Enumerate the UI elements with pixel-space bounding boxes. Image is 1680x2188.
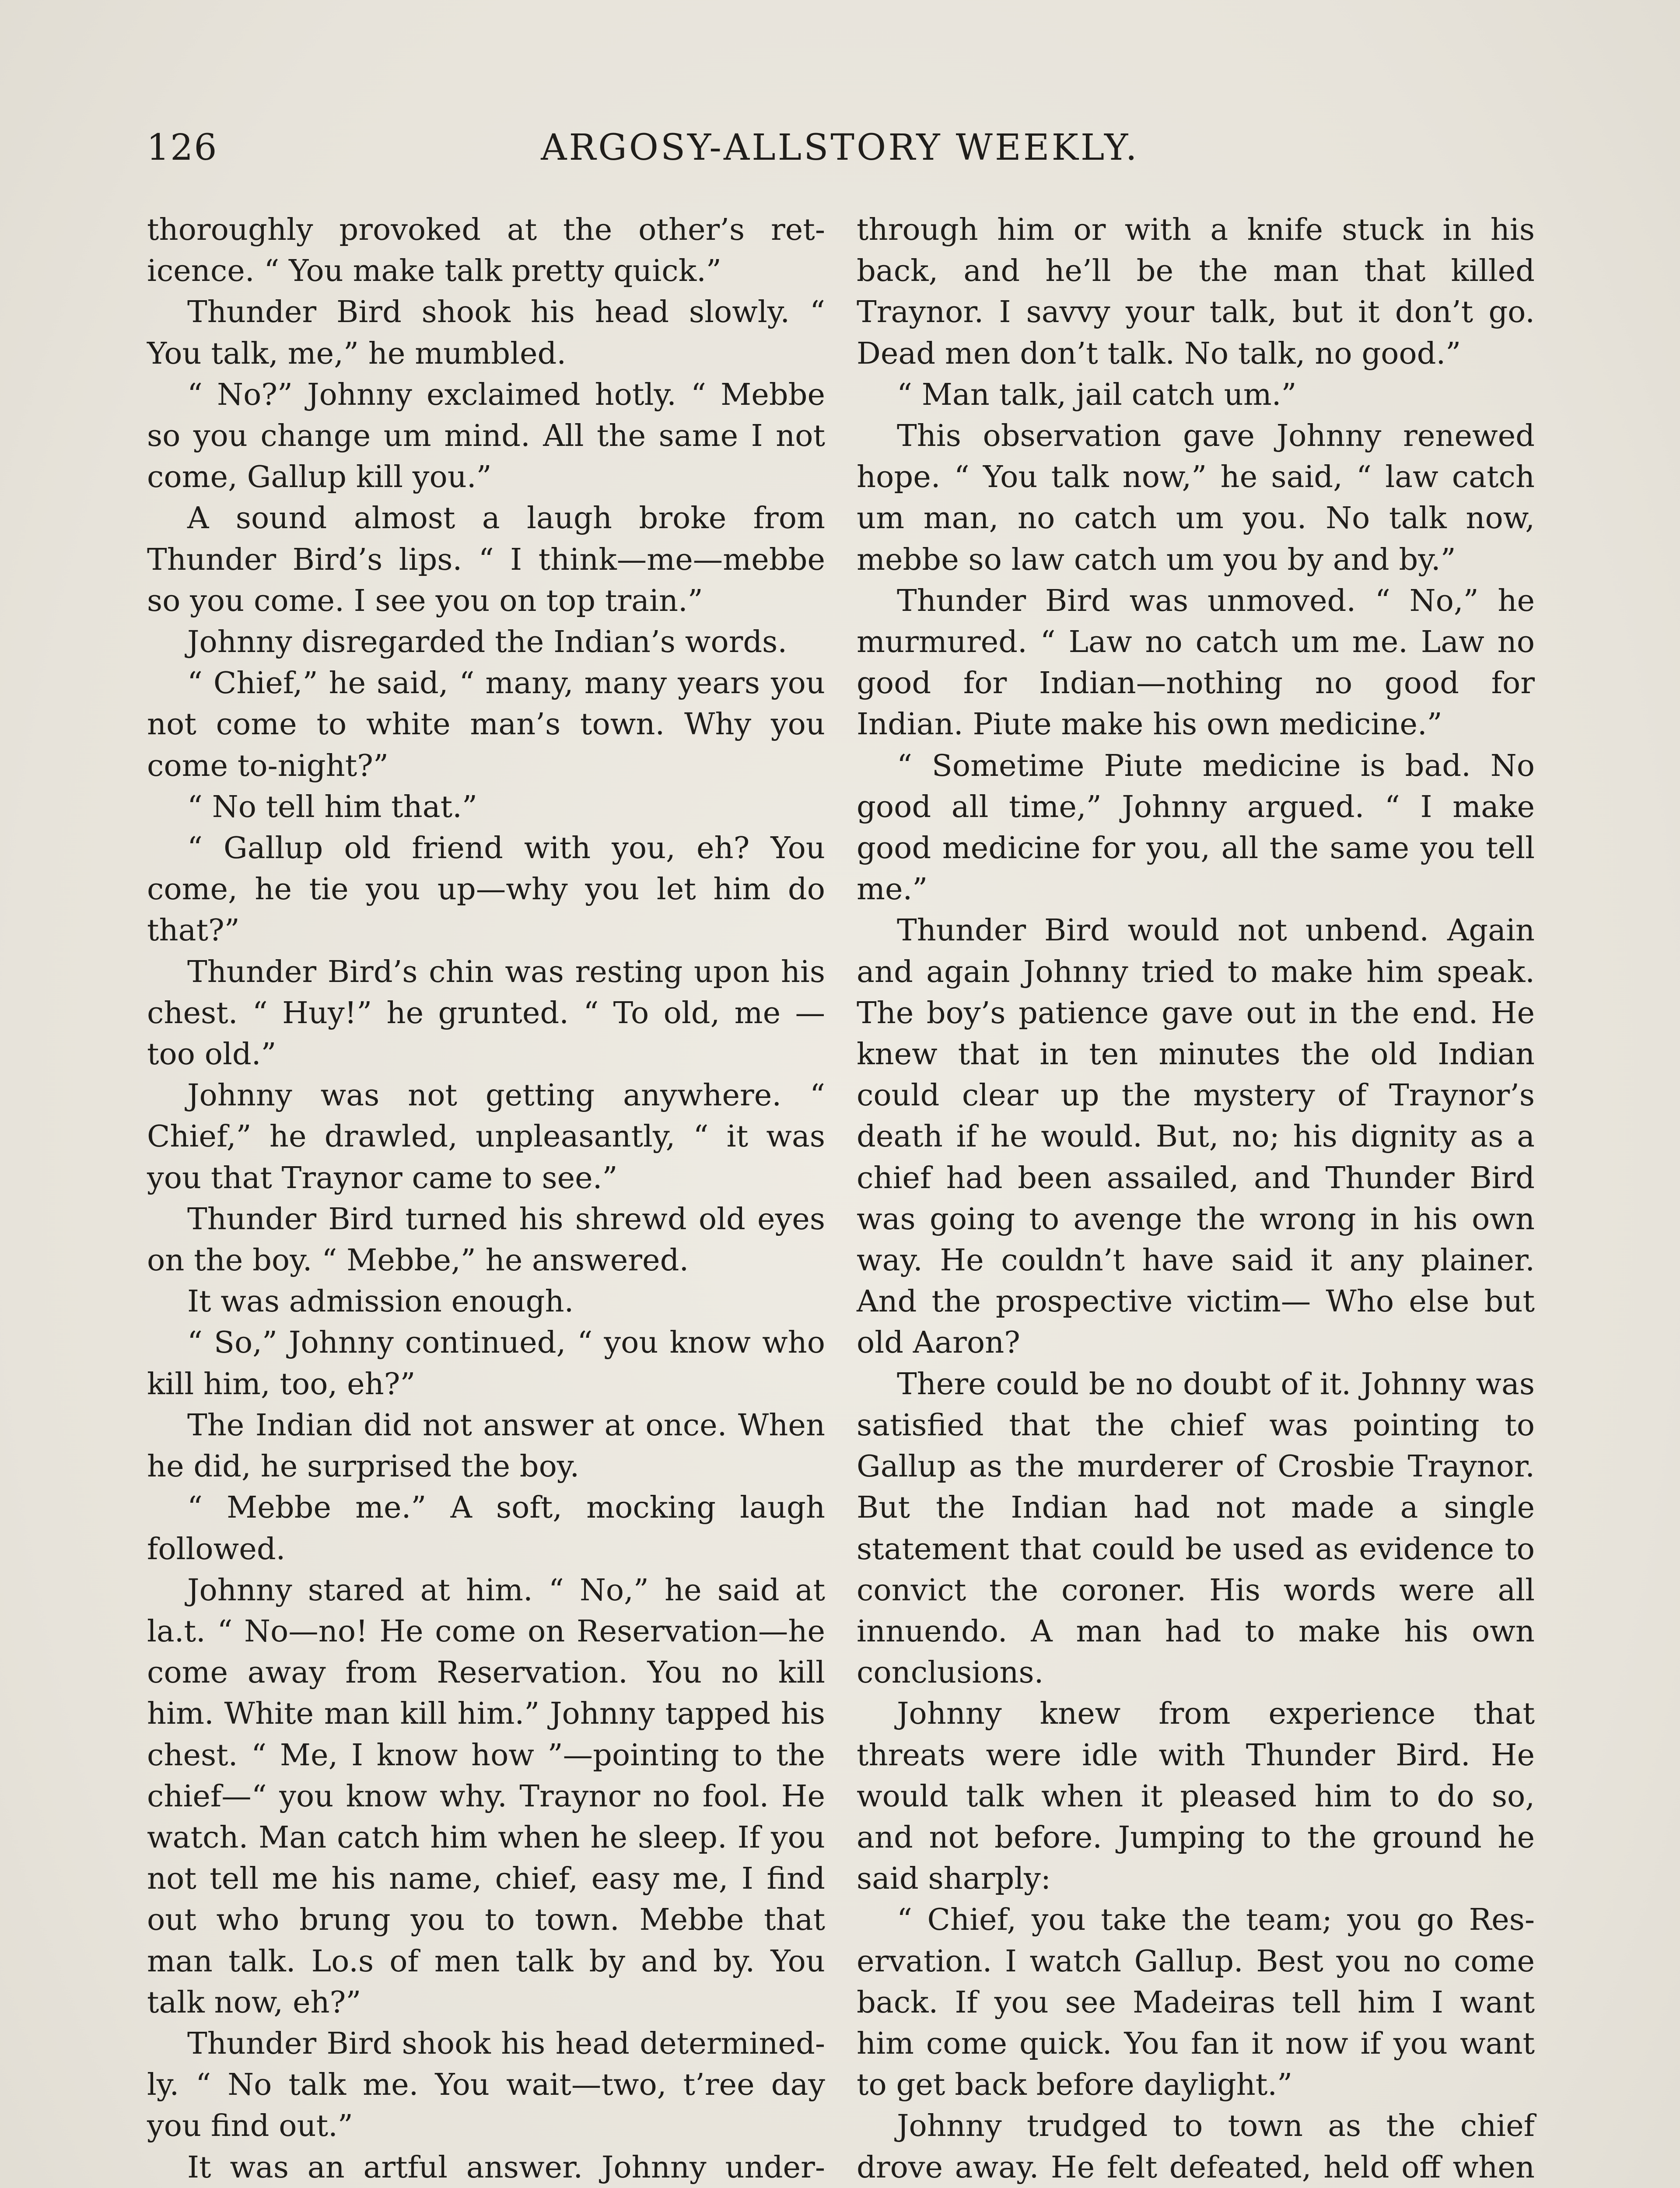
paragraph: “ So,” Johnny continued, “ you know who kill him, too, eh?”	[147, 1325, 825, 1402]
paragraph: “ Man talk, jail catch um.”	[897, 377, 1297, 412]
left-column	[147, 209, 825, 2188]
paragraph: “ Gallup old friend with you, eh? You come, he tie you up—why you let him do that?”	[147, 831, 825, 948]
paragraph: It was an artful answer. Johnny under	[187, 2149, 825, 2185]
paragraph: Johnny disregarded the Indian’s words.	[187, 624, 788, 660]
paragraph: “ No tell him that.”	[187, 789, 477, 824]
paragraph: Johnny stared at him. “ No,” he said at la.t. “ No—no! He come on Reservation—he come away from Reservation. You no kill him. White man kill him.” Johnny tapped his chest. “ Me, I know how ”—pointing to the chief—“ you know why. Traynor no fool. He watch. Man catch him when he sleep. If you not tell me his name, chief, easy me, I find out who brung you to town. Mebbe that man talk. Lo.s of men talk by and by. You talk now, eh?”	[147, 1572, 825, 2020]
paragraph: Johnny knew from experience that threats were idle with Thunder Bird. He would talk when it pleased him to do so, and not before. Jumping to the ground he said sharply:	[857, 1696, 1535, 1897]
paragraph: Thunder Bird would not unbend. Again and again Johnny tried to make him speak. The boy’s patience gave out in the end. He knew that in ten minutes the old Indian could clear up the mystery of Traynor’s death if he would. But, no; his dignity as a chief had been assailed, and Thunder Bird was going to avenge the wrong in his own way. He couldn’t have said it any plainer. And the prospective victim— Who else but old Aaron?	[857, 913, 1535, 1360]
page-number: 126	[147, 127, 218, 168]
paragraph: “ No?” Johnny exclaimed hotly. “ Mebbe so you change um mind. All the same I not come, Gallup kill you.”	[147, 377, 825, 495]
right-column	[857, 209, 1535, 2188]
paragraph: A sound almost a laugh broke from Thunder Bird’s lips. “ I think—me—mebbe so you come. I see you on top train.”	[147, 501, 825, 618]
paragraph: “ Sometime Piute medicine is bad. No good all time,” Johnny argued. “ I make good medicine for you, all the same you tell me.”	[857, 748, 1535, 907]
paragraph: Thunder Bird turned his shrewd old eyes on the boy. “ Mebbe,” he answered.	[147, 1201, 825, 1278]
paragraph: “ Mebbe me.” A soft, mocking laugh followed.	[147, 1490, 825, 1567]
paragraph: It was admission enough.	[187, 1284, 574, 1319]
paragraph: Thunder Bird shook his head determinedly. “ No talk me. You wait—two, t’ree day you find out.”	[147, 2026, 825, 2144]
paragraph: through him or with a knife stuck in his back, and he’ll be the man that killed Traynor. I savvy your talk, but it don’t go. Dead men don’t talk. No talk, no good.”	[857, 212, 1535, 371]
paragraph: The Indian did not answer at once. When he did, he surprised the boy.	[147, 1407, 825, 1484]
running-head: ARGOSY-ALLSTORY WEEKLY.	[541, 127, 1139, 168]
paragraph: Johnny trudged to town as the chief drove away. He felt defeated, held off when	[857, 2108, 1535, 2185]
paragraph: thoroughly provoked at the other’s reticence. “ You make talk pretty quick.”	[147, 212, 825, 289]
paragraph: “ Chief, you take the team; you go Reservation. I watch Gallup. Best you no come back. If you see Madeiras tell him I want him come quick. You fan it now if you want to get back before daylight.”	[857, 1902, 1535, 2103]
paragraph: Thunder Bird shook his head slowly. “ You talk, me,” he mumbled.	[147, 295, 825, 371]
paragraph: Thunder Bird was unmoved. “ No,” he murmured. “ Law no catch um me. Law no good for Indian—nothing no good for Indian. Piute make his own medicine.”	[857, 583, 1535, 742]
paragraph: This observation gave Johnny renewed hope. “ You talk now,” he said, “ law catch um man, no catch um you. No talk now, mebbe so law catch um you by and by.”	[857, 418, 1535, 577]
paragraph: Johnny was not getting anywhere. “ Chief,” he drawled, unpleasantly, “ it was you that Traynor came to see.”	[147, 1078, 825, 1196]
paragraph: “ Chief,” he said, “ many, many years you not come to white man’s town. Why you come to-night?”	[147, 666, 825, 783]
paragraph: There could be no doubt of it. Johnny was satisfied that the chief was pointing to Gallup as the murderer of Crosbie Traynor. But the Indian had not made a single statement that could be used as evidence to convict the coroner. His words were all innuendo. A man had to make his own conclusions.	[857, 1366, 1535, 1690]
page-header	[147, 127, 1533, 179]
paragraph: Thunder Bird’s chin was resting upon his chest. “ Huy!” he grunted. “ To old, me —too old.”	[147, 954, 825, 1072]
